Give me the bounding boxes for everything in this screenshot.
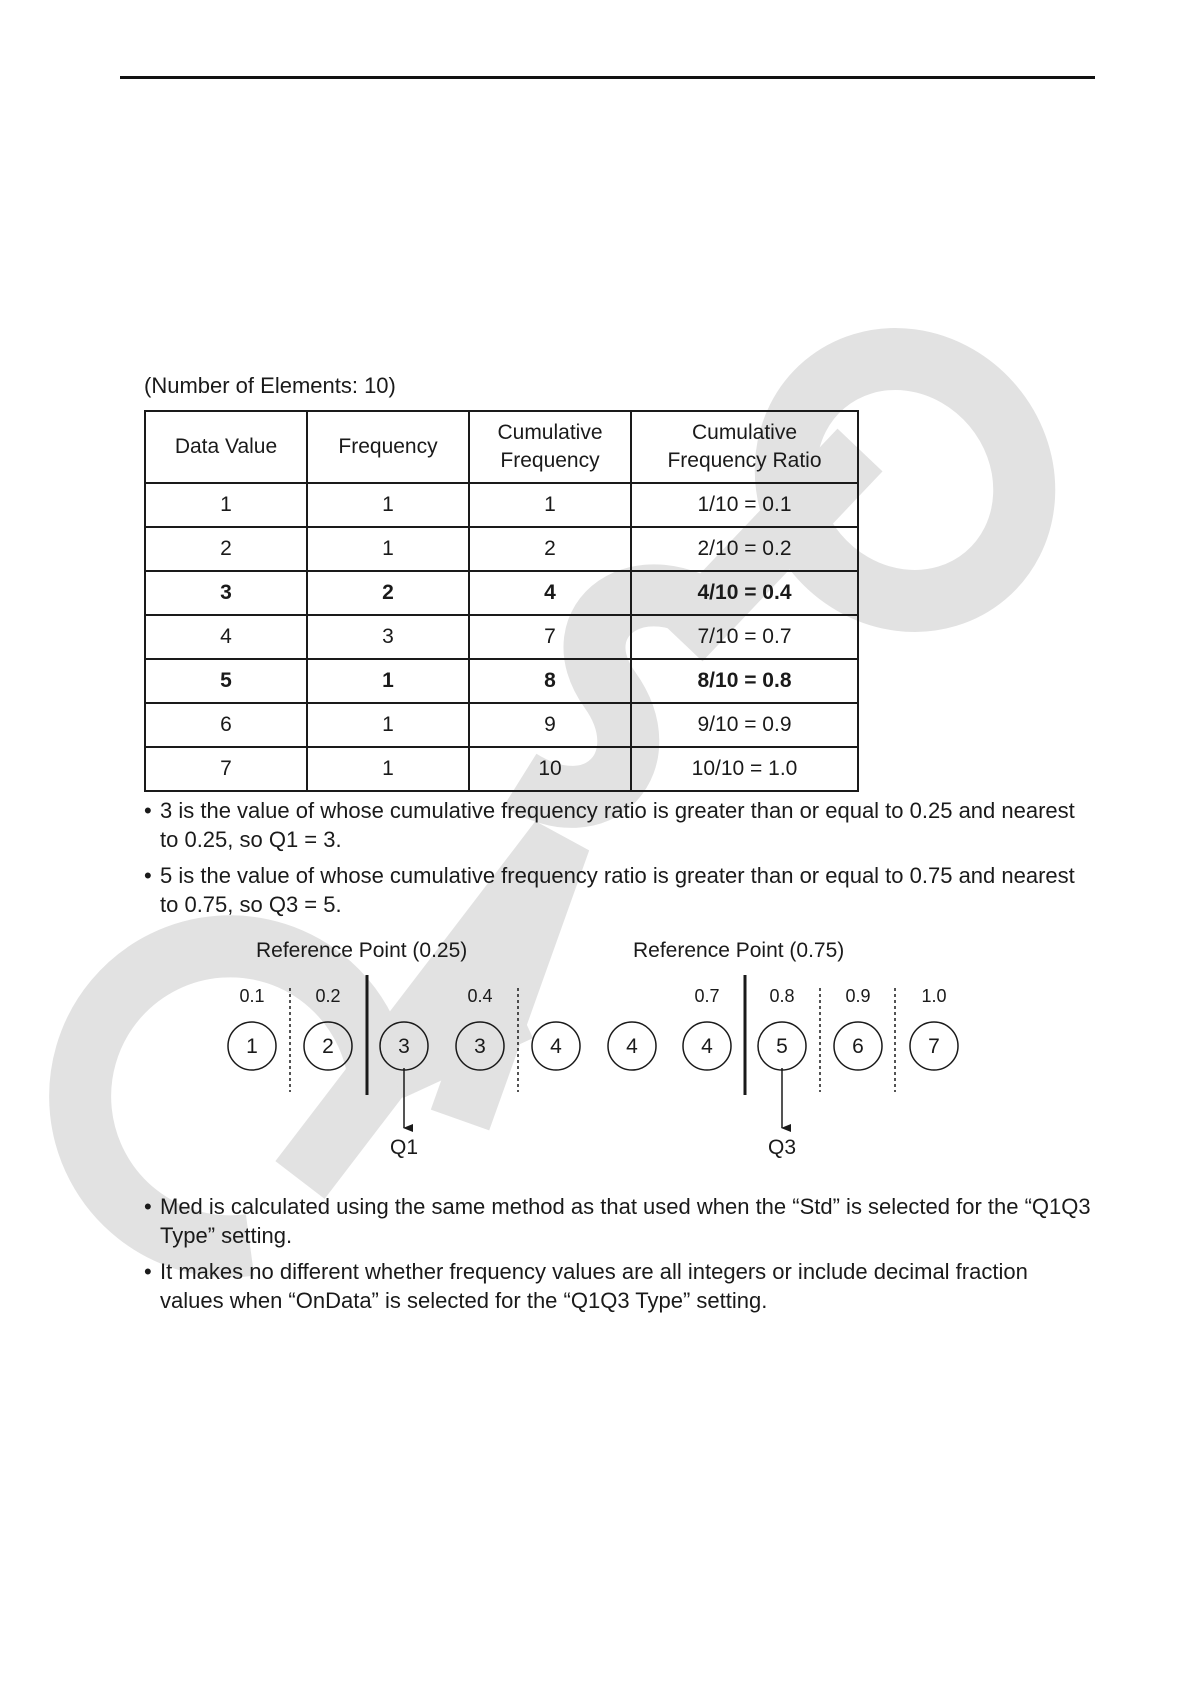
ratio-label: 1.0 bbox=[921, 986, 947, 1006]
cell-cumulative-ratio: 1/10 = 0.1 bbox=[631, 483, 858, 527]
q1-label: Q1 bbox=[389, 1136, 419, 1159]
cell-cumulative-frequency: 4 bbox=[469, 571, 631, 615]
cell-cumulative-frequency: 2 bbox=[469, 527, 631, 571]
cell-data-value: 4 bbox=[145, 615, 307, 659]
cell-data-value: 6 bbox=[145, 703, 307, 747]
ratio-label: 0.7 bbox=[694, 986, 720, 1006]
cell-frequency: 1 bbox=[307, 659, 469, 703]
data-circle-value: 2 bbox=[322, 1035, 334, 1058]
cell-cumulative-frequency: 7 bbox=[469, 615, 631, 659]
bullet-ondata-note: • It makes no different whether frequency values are all integers or include decimal fraction values when “OnData” is selected for the “Q1Q3 Type” setting. bbox=[144, 1257, 1094, 1315]
bullet-med-method: • Med is calculated using the same method as that used when the “Std” is selected for the “Q1Q3 Type” setting. bbox=[144, 1192, 1094, 1250]
data-circle-value: 5 bbox=[776, 1035, 788, 1058]
data-circle-value: 3 bbox=[398, 1035, 410, 1058]
cell-frequency: 1 bbox=[307, 483, 469, 527]
cell-cumulative-ratio: 8/10 = 0.8 bbox=[631, 659, 858, 703]
ratio-label: 0.8 bbox=[769, 986, 795, 1006]
ratio-label: 0.4 bbox=[467, 986, 493, 1006]
cell-cumulative-frequency: 10 bbox=[469, 747, 631, 791]
reference-point-right: Reference Point (0.75) bbox=[633, 939, 845, 962]
cell-frequency: 1 bbox=[307, 747, 469, 791]
bullet-q1: • 3 is the value of whose cumulative frequency ratio is greater than or equal to 0.25 and nearest to 0.25, so Q1 = 3. bbox=[144, 796, 1094, 854]
cell-cumulative-frequency: 8 bbox=[469, 659, 631, 703]
header-data-value: Data Value bbox=[145, 411, 307, 483]
data-circle-value: 6 bbox=[852, 1035, 864, 1058]
cell-data-value: 2 bbox=[145, 527, 307, 571]
cell-cumulative-ratio: 9/10 = 0.9 bbox=[631, 703, 858, 747]
header-cumulative-frequency-ratio: Cumulative Frequency Ratio bbox=[631, 411, 858, 483]
cell-cumulative-ratio: 7/10 = 0.7 bbox=[631, 615, 858, 659]
cell-frequency: 1 bbox=[307, 527, 469, 571]
cell-cumulative-ratio: 4/10 = 0.4 bbox=[631, 571, 858, 615]
cell-data-value: 7 bbox=[145, 747, 307, 791]
data-circle-value: 4 bbox=[550, 1035, 562, 1058]
data-circle-value: 4 bbox=[701, 1035, 713, 1058]
data-circle-value: 3 bbox=[474, 1035, 486, 1058]
cell-frequency: 3 bbox=[307, 615, 469, 659]
cell-cumulative-ratio: 2/10 = 0.2 bbox=[631, 527, 858, 571]
header-cumulative-frequency: Cumulative Frequency bbox=[469, 411, 631, 483]
cell-data-value: 3 bbox=[145, 571, 307, 615]
cell-frequency: 2 bbox=[307, 571, 469, 615]
data-circle-value: 4 bbox=[626, 1035, 638, 1058]
header-frequency: Frequency bbox=[307, 411, 469, 483]
bullet-q3: • 5 is the value of whose cumulative frequency ratio is greater than or equal to 0.75 and nearest to 0.75, so Q3 = 5. bbox=[144, 861, 1094, 919]
cell-cumulative-frequency: 9 bbox=[469, 703, 631, 747]
reference-point-left: Reference Point (0.25) bbox=[256, 939, 468, 962]
cell-frequency: 1 bbox=[307, 703, 469, 747]
cell-data-value: 1 bbox=[145, 483, 307, 527]
q3-label: Q3 bbox=[767, 1136, 797, 1159]
method-notes bbox=[144, 1192, 1094, 1322]
cell-cumulative-ratio: 10/10 = 1.0 bbox=[631, 747, 858, 791]
ratio-label: 0.1 bbox=[239, 986, 265, 1006]
ratio-label: 0.9 bbox=[845, 986, 871, 1006]
ratio-label: 0.2 bbox=[315, 986, 341, 1006]
cell-data-value: 5 bbox=[145, 659, 307, 703]
cell-cumulative-frequency: 1 bbox=[469, 483, 631, 527]
data-circle-value: 7 bbox=[928, 1035, 940, 1058]
elements-count-note: (Number of Elements: 10) bbox=[144, 373, 396, 398]
data-circle-value: 1 bbox=[246, 1035, 258, 1058]
